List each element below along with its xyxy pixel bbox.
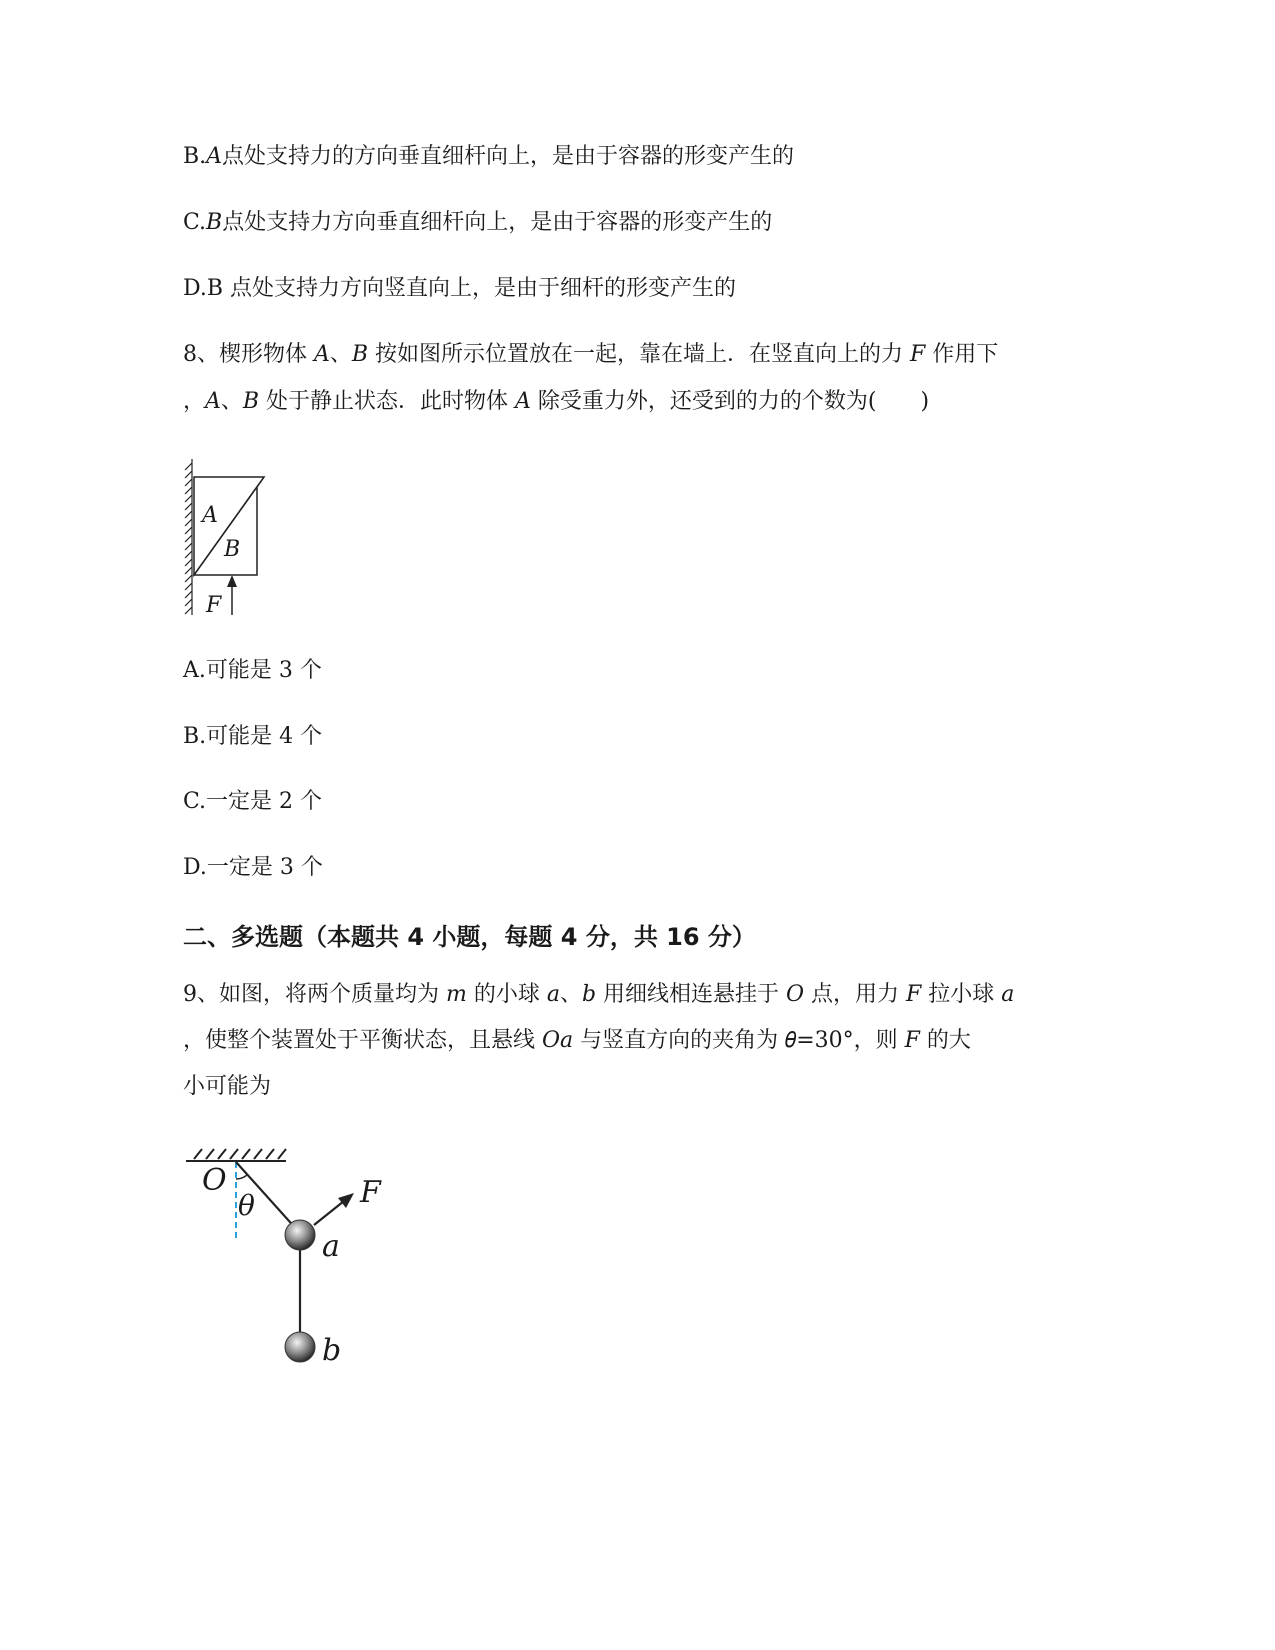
q8-wedge-figure [178, 455, 278, 623]
q9-stem-line-2: ，使整个装置处于平衡状态，且悬线 𝑂𝑎 与竖直方向的夹角为 𝜃=30°，则 𝐹 的大 [183, 1028, 971, 1053]
q8-stem-line-1: 8、楔形物体 𝐴、𝐵 按如图所示位置放在一起，靠在墙上．在竖直向上的力 𝐹 作用下 [183, 342, 999, 367]
q8-stem-line-2: ，𝐴、𝐵 处于静止状态．此时物体 𝐴 除受重力外，还受到的力的个数为( ) [183, 389, 930, 414]
ceiling-hatching [186, 1149, 286, 1161]
q7-option-b: B.𝐴点处支持力的方向垂直细杆向上，是由于容器的形变产生的 [183, 144, 795, 169]
q8-option-c: C.一定是 2 个 [183, 789, 323, 814]
q8-option-a: A.可能是 3 个 [183, 658, 322, 683]
label-a: A [202, 503, 218, 528]
force-arrow [314, 1201, 344, 1225]
q8-option-b: B.可能是 4 个 [183, 724, 323, 749]
section-2-heading: 二、多选题（本题共 4 小题，每题 4 分，共 16 分） [183, 923, 756, 951]
ball-a [285, 1220, 315, 1250]
wall-hatching [185, 459, 192, 615]
label-o: O [202, 1163, 227, 1198]
label-theta: θ [238, 1189, 255, 1222]
label-a: a [322, 1229, 340, 1264]
label-b: b [322, 1333, 342, 1368]
q7-option-d: D.B 点处支持力方向竖直向上，是由于细杆的形变产生的 [183, 276, 737, 301]
label-f: F [360, 1175, 381, 1210]
label-b: B [224, 537, 241, 562]
ball-b [285, 1332, 315, 1362]
q9-pendulum-figure [180, 1135, 400, 1375]
q9-stem-line-3: 小可能为 [183, 1074, 272, 1099]
label-f: F [206, 593, 222, 618]
q8-option-d: D.一定是 3 个 [183, 855, 323, 880]
q7-option-c: C.𝐵点处支持力方向垂直细杆向上，是由于容器的形变产生的 [183, 210, 773, 235]
q9-stem-line-1: 9、如图，将两个质量均为 𝑚 的小球 𝑎、𝑏 用细线相连悬挂于 𝑂 点，用力 𝐹 拉小球 𝑎 [183, 982, 1015, 1007]
